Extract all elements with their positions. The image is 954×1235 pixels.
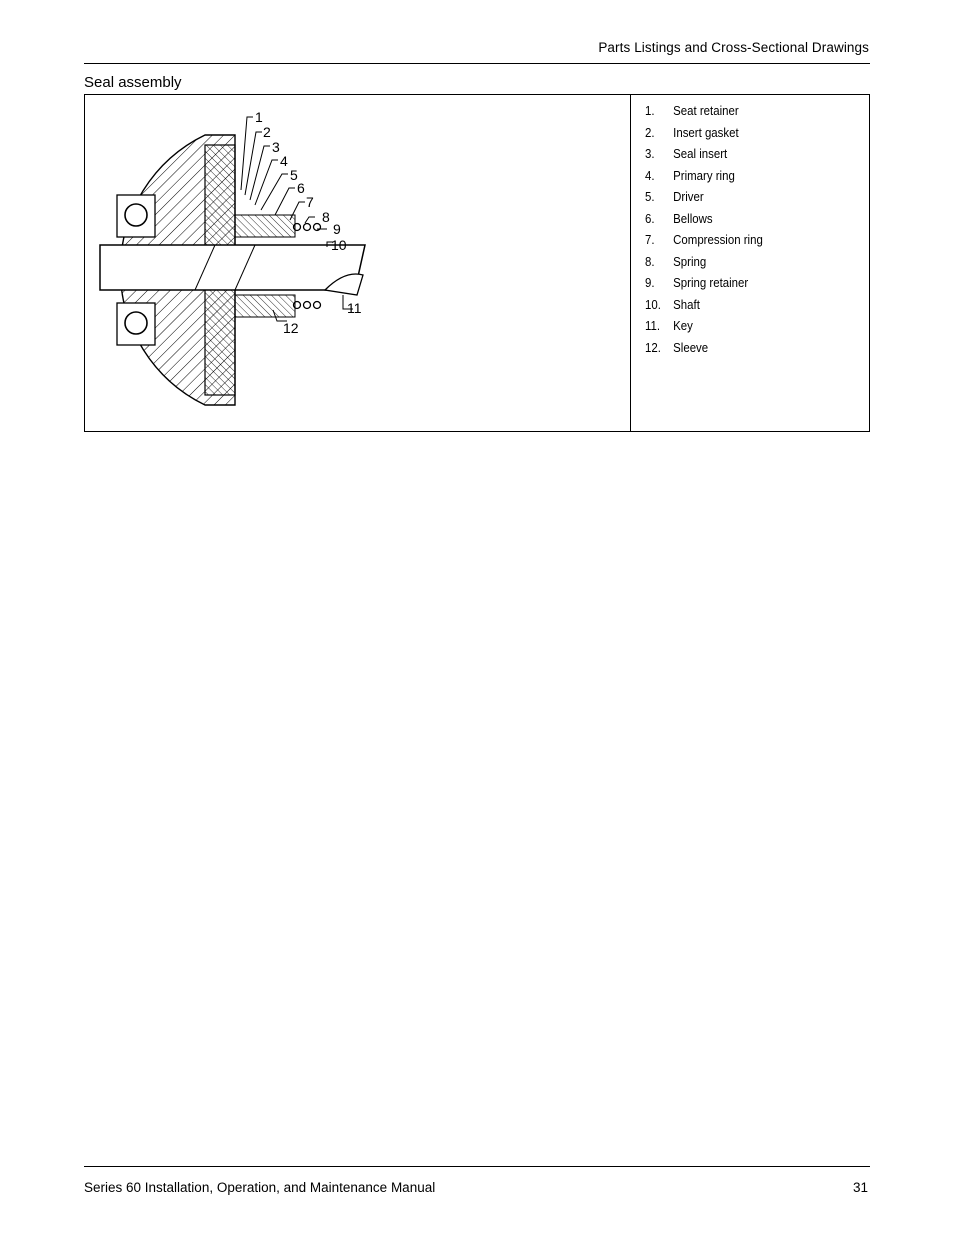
part-item [645,165,763,187]
callout-6: 6 [297,180,305,196]
part-item [645,337,763,359]
part-name: Seat retainer [673,103,739,118]
part-name: Shaft [673,296,700,312]
part-number: 5. [645,189,655,204]
callout-8: 8 [322,209,330,225]
part-name: Compression ring [673,232,763,247]
upper-seal-parts [235,215,295,237]
part-item [645,186,763,208]
header-rule [84,63,870,64]
part-name: Bellows [673,210,713,226]
callout-11: 11 [347,300,362,316]
part-number: 9. [645,275,655,290]
callout-4: 4 [280,153,288,169]
seal-assembly-diagram [95,105,395,425]
callout-12: 12 [283,320,299,336]
part-number: 12. [645,339,661,355]
callout-2: 2 [263,124,271,140]
part-item [645,229,763,251]
part-item [645,315,763,337]
part-number: 6. [645,210,655,226]
callout-3: 3 [272,139,280,155]
part-item [645,251,763,273]
callout-7: 7 [306,194,314,210]
footer-rule [84,1166,870,1167]
part-number: 11. [645,318,661,333]
footer-title: Series 60 Installation, Operation, and Maintenance Manual [84,1180,436,1195]
part-number: 8. [645,253,655,269]
page-number: 31 [852,1180,868,1195]
upper-bearing [117,195,155,237]
part-number: 1. [645,103,655,118]
part-item [645,294,763,316]
running-header: Parts Listings and Cross-Sectional Drawings [598,40,869,55]
part-item [645,143,763,165]
lower-seal-parts [235,295,295,317]
part-name: Spring [673,253,707,269]
part-item [645,100,763,122]
lower-bearing [117,303,155,345]
part-number: 3. [645,146,655,161]
figure-divider [630,95,631,431]
callout-1: 1 [255,109,263,125]
part-number: 2. [645,124,655,140]
part-number: 7. [645,232,655,247]
part-name: Seal insert [673,146,728,161]
part-name: Insert gasket [673,124,739,140]
part-name: Key [673,318,693,333]
seal-assembly-figure [84,94,870,432]
parts-list [645,100,763,358]
part-number: 10. [645,296,661,312]
callout-10: 10 [331,237,347,253]
part-name: Spring retainer [673,275,749,290]
part-name: Sleeve [673,339,709,355]
part-item [645,208,763,230]
part-item [645,272,763,294]
part-name: Driver [673,189,704,204]
part-name: Primary ring [673,167,735,183]
part-item [645,122,763,144]
callout-9: 9 [333,221,341,237]
part-number: 4. [645,167,655,183]
callout-5: 5 [290,167,298,183]
shaft [100,245,365,290]
section-title: Seal assembly [84,74,182,91]
